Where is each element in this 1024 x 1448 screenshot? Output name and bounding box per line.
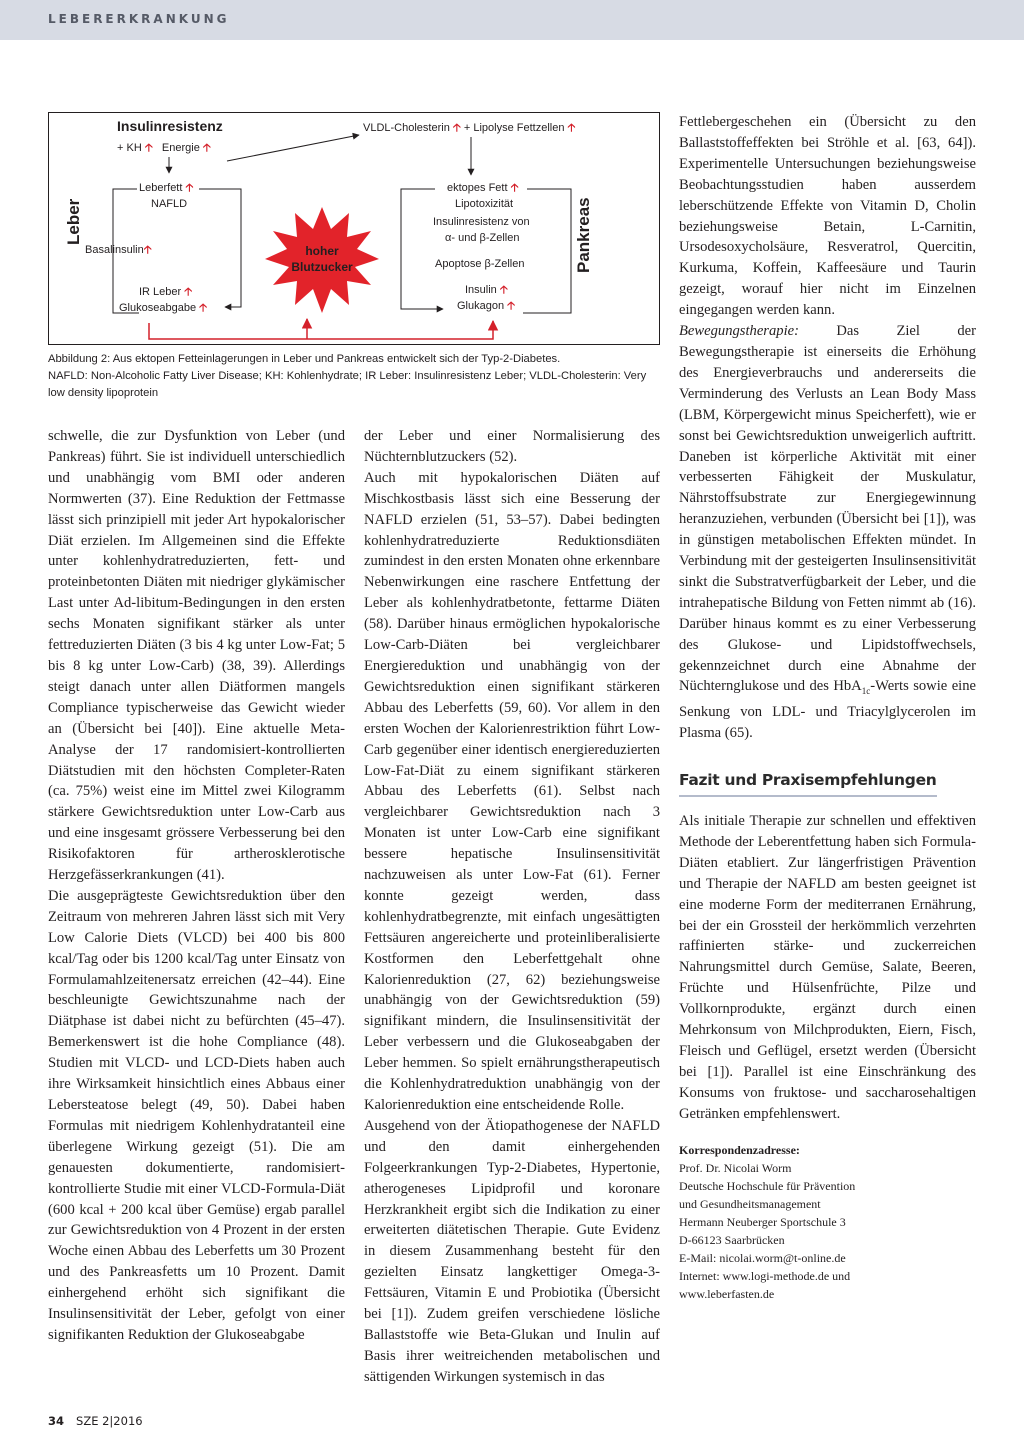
apoptose-label: Apoptose β-Zellen [435, 258, 525, 270]
leber-label: Leber [64, 198, 83, 245]
up-arrow-icon: 🡡 [499, 284, 508, 296]
insulin-label: Insulin 🡡 [465, 284, 508, 296]
up-arrow-icon: 🡡 [144, 142, 153, 154]
contact-block [679, 1141, 976, 1303]
contact-line: Internet: www.logi-methode.de und [679, 1268, 851, 1283]
up-arrow-icon: 🡡 [510, 182, 519, 194]
up-arrow-icon: 🡡 [199, 302, 208, 314]
up-arrow-icon: 🡡 [567, 122, 576, 134]
contact-line: Hermann Neuberger Sportschule 3 [679, 1214, 846, 1229]
alpha-beta-label: α- und β-Zellen [445, 232, 520, 244]
paragraph-label: Bewegungstherapie: [679, 323, 799, 340]
paragraph: der Leber und einer Normalisierung des Nüchternblutzuckers (52). [364, 428, 660, 465]
star-label: hoher Blutzucker [291, 244, 353, 274]
caption-line: NAFLD: Non-Alcoholic Fatty Liver Disease; KH: Kohlenhydrate; IR Leber: Insulinresistenz Leber; VLDL-Cholesterin: Very low density lipoprotein [48, 370, 647, 399]
lipotox-label: Lipotoxizität [455, 198, 514, 210]
kh-energie-label: + KH 🡡 Energie 🡡 [117, 142, 211, 154]
glukagon-label: Glukagon 🡡 [457, 300, 516, 312]
top-band [0, 0, 1024, 40]
up-arrow-icon: 🡡 [184, 286, 193, 298]
paragraph: schwelle, die zur Dysfunktion von Leber (und Pankreas) führt. Sie ist individuell unterschiedlich und unabhängig vom BMI oder anderen Normwerten (37). Eine Reduktion der Fettmasse lässt sich prinzipiell mit jeder Art hypokalorischer Diät erzielen. Im Allgemeinen sind die Effekte unter kohlenhydratreduzierten, fett- und proteinbetonten Diäten mit niedriger glykämischer Last unter Ad-libitum-Bedingungen in den ersten sechs Monaten signifikant stärker als unter fettreduzierten Diäten (3 bis 4 kg unter Low-Fat; 5 bis 8 kg unter Low-Carb) (38, 39). Allerdings steigt danach unter allen Diätformen mangels Compliance typischerweise das Gewicht wieder an (Übersicht bei [40]). Eine aktuelle Meta-Analyse der 17 randomisiert-kontrollierten Diätstudien mit den höchsten Completer-Raten (ca. 75%) weist eine im Mittel zwei Kilogramm stärkere Gewichtsreduktion unter Low-Carb aus und eine insgesamt grössere Verbesserung bei den Risikofaktoren für artherosklerotische Herzgefässerkrankungen (41). [48, 428, 345, 884]
insulinresistenz-von-label: Insulinresistenz von [433, 216, 530, 228]
paragraph: Ausgehend von der Ätiopathogenese der NAFLD und den damit einhergehenden Folgeerkrankungen Typ-2-Diabetes, Hypertonie, atherogeneses Lipidprofil und koronare Herzkrankheit ergibt sich die Indikation zu einer erweiterten diätetischen Therapie. Gute Evidenz in diesem Zusammenhang besteht für den gezielten Einsatz langkettiger Omega-3-Fettsäuren, Vitamin E und Probiotika (Übersicht bei [1]). Zudem greifen verschiedene lösliche Ballaststoffe wie Beta-Glukan und Inulin auf Basis ihrer weitreichenden metabolischen und sättigenden Wirkungen systemisch in das [364, 1117, 660, 1385]
page-footer [48, 1414, 143, 1428]
paragraph: Fettlebergeschehen ein (Übersicht zu den Ballaststoffeffekten bei Ströhle et al. [63, 64]). Experimentelle Untersuchungen beziehungsweise Beobachtungsstudien haben ausserdem leberschützende Effekte von Vitamin D, Cholin beziehungsweise Betain, L-Carnitin, Ursodesoxycholsäure, Resveratrol, Quercitin, Kurkuma, Koffein, Kaffeesäure und Taurin gezeigt, worauf hier nicht im Einzelnen eingegangen werden kann. [679, 114, 976, 319]
pankreas-label: Pankreas [574, 197, 593, 273]
paragraph: Auch mit hypokalorischen Diäten auf Mischkostbasis lässt sich eine Besserung der NAFLD erzielen (51, 53–57). Dabei bedingten kohlenhydratreduzierte Reduktionsdiäten zumindest in den ersten Monaten ohne erkennbare Nebenwirkungen eine raschere Entfettung der Leber als kohlenhydratbetonte, fettarme Diäten (58). Darüber hinaus ermöglichen hypokalorische Low-Carb-Diäten bei vergleichbarer Energiereduktion und unabhängig von der Gewichtsreduktion einen signifikant stärkeren Abbau des Leberfetts (59, 60). Vor allem in den ersten Wochen der Kalorienrestriktion führt Low-Carb gegenüber einer identisch energiereduzierten Low-Fat-Diät zu einem signifikant stärkeren Abbau des Leberfetts (61). Selbst nach vergleichbarer Gewichtsreduktion nach 3 Monaten ist unter Low-Carb eine signifikant bessere hepatische Insulinsensitivität nachzuweisen als unter Low-Fat (61). Ferner konnte gezeigt werden, dass kohlenhydratbegrenzte, mit einfach ungesättigten Fettsäuren angereicherte und proteinliberalisierte Kostformen den Leberfettgehalt ohne Kalorienreduktion (27, 62) beziehungsweise unabhängig von der Gewichtsreduktion (59) signifikant mindern, die Insulinsensitivität der Leber verbessern und die Glukoseabgaben der Leber hemmen. So spielt ernährungstherapeutisch die Kohlenhydratreduktion unabhängig von der Kalorienreduktion eine entscheidende Rolle. [364, 469, 660, 1113]
leberfett-label: Leberfett 🡡 [139, 182, 194, 194]
journal-label: SZE 2|2016 [76, 1414, 143, 1428]
paragraph: Als initiale Therapie zur schnellen und effektiven Methode der Leberentfettung haben sich Formula-Diäten etabliert. Zur längerfristigen Prävention und Therapie der NAFLD am besten geeignet ist eine moderne Form der mediterranen Ernährung, bei der ein Grossteil der herkömmlich verzehrten raffinierten stärke- und zuckerreichen Nahrungsmittel durch Gemüse, Salate, Beeren, Früchte und Hülsenfrüchte, Pilze und Vollkornprodukte, ergänzt durch einen Mehrkonsum von Milchprodukten, Eiern, Fisch, Fleisch und Geflügel, ersetzt werden (Übersicht bei [1]). Parallel ist eine Einschränkung des Konsums von fruktose- und saccharosehaltigen Getränken empfehlenswert. [679, 813, 976, 1122]
up-arrow-icon: 🡡 [185, 182, 194, 194]
basalinsulin-label: Basalinsulin🡡 [85, 244, 152, 256]
up-arrow-icon: 🡡 [452, 122, 461, 134]
glukoseabgabe-label: Glukoseabgabe 🡡 [119, 302, 208, 314]
contact-line: E-Mail: nicolai.worm@t-online.de [679, 1250, 846, 1265]
ir-leber-label: IR Leber 🡡 [139, 286, 193, 298]
column-middle [364, 426, 660, 1388]
contact-line: Deutsche Hochschule für Prävention [679, 1178, 856, 1193]
contact-heading: Korrespondenzadresse: [679, 1142, 800, 1157]
section-label: LEBERERKRANKUNG [48, 12, 230, 26]
up-arrow-icon: 🡡 [202, 142, 211, 154]
section-heading: Fazit und Praxisempfehlungen [679, 770, 937, 797]
paragraph: Bewegungstherapie: Das Ziel der Bewegungstherapie ist einerseits die Erhöhung des Energieverbrauchs und andererseits die Verminderung des Verlusts an Lean Body Mass (LBM, Körpergewicht minus Speicherfett), wie er sonst bei Gewichtsreduktion unweigerlich auftritt. Daneben ist körperliche Aktivität mit einer verbesserten Fähigkeit der Muskulatur, Nährstoffsubstrate zur Energiegewinnung heranzuziehen, verbunden (Übersicht bei [1]), was in günstigen metabolischen Effekten mündet. In Verbindung mit der gesteigerten Insulinsensitivität sinkt die Substratverfügbarkeit der Leber, und die intrahepatische Bildung von Fetten nimmt ab (16). Darüber hinaus kommt es zu einer Verbesserung des Glukose- und Lipidstoffwechsels, gekennzeichnet durch eine Abnahme der Nüchternglukose und des HbA$_{1c}$-Werts sowie eine Senkung von LDL- und Triacylglycerolen im Plasma (65). [679, 323, 976, 742]
figure-title-insulinresistenz: Insulinresistenz [117, 118, 223, 134]
paragraph: Die ausgeprägteste Gewichtsreduktion über den Zeitraum von mehreren Jahren lässt sich mit Very Low Calorie Diets (VLCD) bei 400 bis 800 kcal/Tag oder bis 1200 kcal/Tag unter Einsatz von Formulamahlzeitenersatz erreichen (42–44). Eine beschleunigte Gewichtszunahme nach der Diätphase ist dabei nicht zu befürchten (45–47). Bemerkenswert ist die hohe Compliance (48). Studien mit VLCD- und LCD-Diets haben auch ihre Wirksamkeit hinsichtlich eines Abbaus einer Lebersteatose belegt (49, 50). Dabei haben Formulas mit niedrigem Kohlenhydratanteil eine überlegene Wirkung gezeigt (51). Die am genauesten dokumentierte, randomisiert-kontrollierte Studie mit einer VLCD-Formula-Diät (600 kcal + 200 kcal über Gemüse) ergab parallel zur Gewichtsreduktion von 4 Prozent in der ersten Woche einen Abbau des Leberfetts um 30 Prozent und des Pankreasfetts um 10 Prozent. Damit einhergehend erhöht sich signifikant die Insulinsensitivität der Leber, gefolgt von einer signifikanten Reduktion der Glukoseabgabe [48, 887, 345, 1343]
nafld-label: NAFLD [151, 198, 188, 210]
page-number: 34 [48, 1414, 65, 1428]
contact-line: und Gesundheitsmanagement [679, 1196, 821, 1211]
caption-line: Abbildung 2: Aus ektopen Fetteinlagerungen in Leber und Pankreas entwickelt sich der Typ-2-Diabetes. [48, 353, 561, 365]
column-right [679, 112, 976, 1303]
contact-line: Prof. Dr. Nicolai Worm [679, 1160, 792, 1175]
figure-diagram [48, 112, 660, 345]
up-arrow-icon: 🡡 [507, 300, 516, 312]
contact-line: www.leberfasten.de [679, 1286, 775, 1301]
contact-line: D-66123 Saarbrücken [679, 1232, 785, 1247]
ektopes-fett-label: ektopes Fett 🡡 [447, 182, 519, 194]
up-arrow-icon: 🡡 [143, 244, 152, 256]
figure-caption [48, 351, 660, 402]
column-left [48, 426, 345, 1346]
vldl-label: VLDL-Cholesterin 🡡 + Lipolyse Fettzellen 🡡 [363, 122, 576, 134]
